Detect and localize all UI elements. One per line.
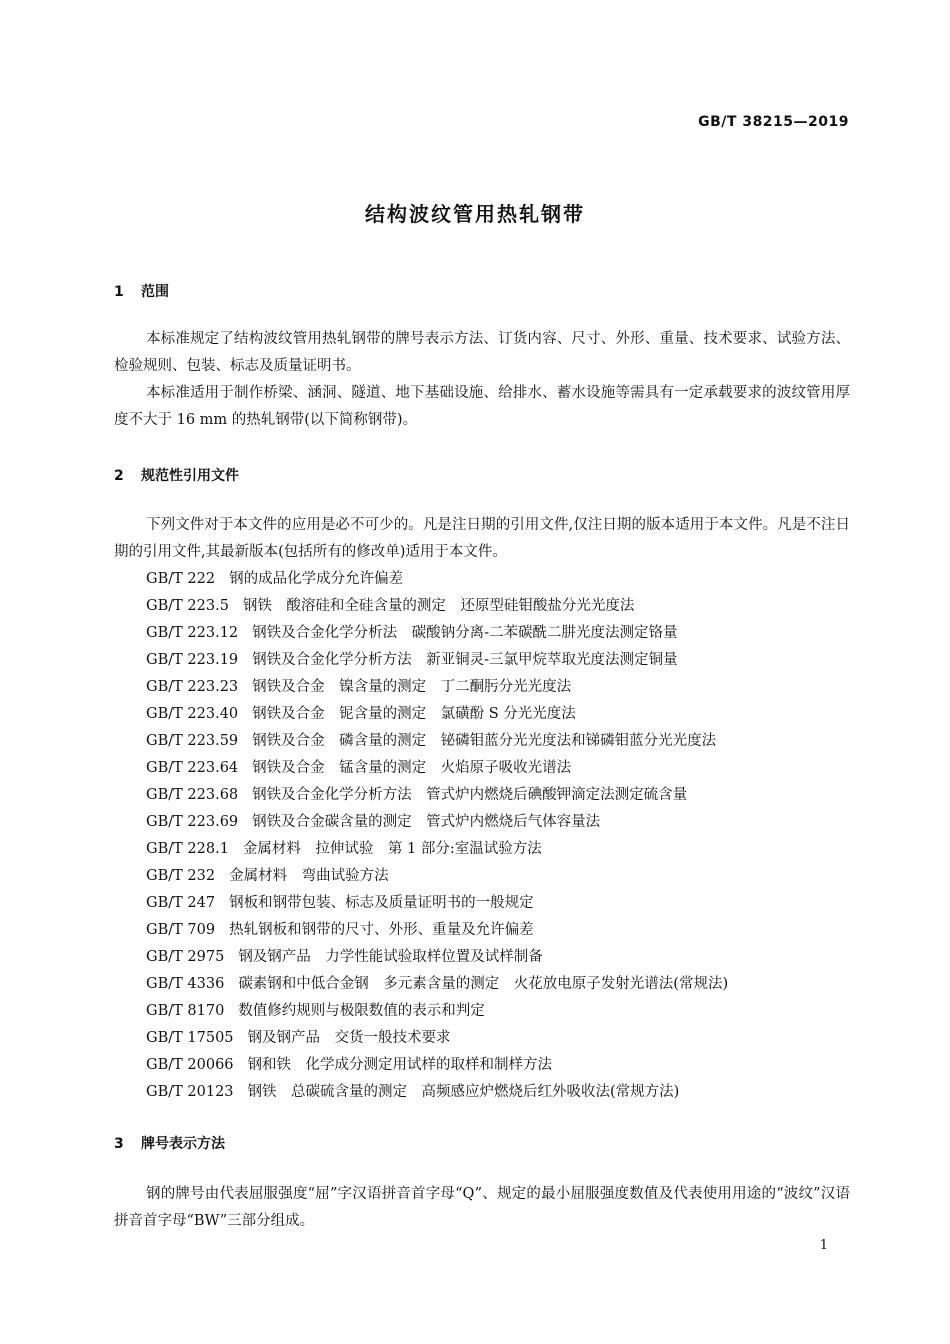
reference-title: 钢铁及合金 镍含量的测定 丁二酮肟分光光度法 — [252, 679, 572, 695]
section-2-paragraph-1: 下列文件对于本文件的应用是必不可少的。凡是注日期的引用文件,仅注日期的版本适用于本文件。凡是不注日期的引用文件,其最新版本(包括所有的修改单)适用于本文件。 — [114, 517, 850, 560]
reference-code: GB/T 223.59 — [146, 733, 239, 749]
standard-number: GB/T 38215—2019 — [698, 114, 849, 130]
reference-code: GB/T 223.40 — [146, 706, 239, 722]
reference-item — [146, 809, 728, 836]
reference-title: 钢铁及合金化学分析方法 新亚铜灵-三氯甲烷萃取光度法测定铜量 — [252, 652, 678, 668]
reference-title: 钢铁及合金 铌含量的测定 氯磺酚 S 分光光度法 — [252, 706, 576, 722]
reference-item — [146, 647, 728, 674]
reference-item — [146, 917, 728, 944]
reference-item — [146, 782, 728, 809]
section-title: 牌号表示方法 — [141, 1136, 225, 1152]
reference-code: GB/T 20123 — [146, 1084, 234, 1100]
reference-item — [146, 701, 728, 728]
section-1-heading — [114, 281, 169, 301]
reference-title: 钢铁及合金化学分析方法 管式炉内燃烧后碘酸钾滴定法测定硫含量 — [252, 787, 688, 803]
reference-code: GB/T 223.5 — [146, 598, 229, 614]
section-title: 规范性引用文件 — [141, 468, 239, 484]
section-2-heading — [114, 465, 239, 485]
reference-code: GB/T 709 — [146, 922, 216, 938]
document-title: 结构波纹管用热轧钢带 — [365, 202, 585, 226]
reference-title: 钢和铁 化学成分测定用试样的取样和制样方法 — [247, 1057, 553, 1073]
reference-title: 钢铁 酸溶硅和全硅含量的测定 还原型硅钼酸盐分光光度法 — [242, 598, 635, 614]
reference-title: 钢铁及合金化学分析法 碳酸钠分离-二苯碳酰二肼光度法测定铬量 — [252, 625, 678, 641]
reference-code: GB/T 4336 — [146, 976, 225, 992]
reference-code: GB/T 20066 — [146, 1057, 234, 1073]
reference-item — [146, 728, 728, 755]
section-title: 范围 — [141, 284, 169, 300]
normative-reference-list — [146, 566, 728, 1106]
section-number: 3 — [114, 1136, 124, 1152]
reference-code: GB/T 223.19 — [146, 652, 239, 668]
reference-item — [146, 998, 728, 1025]
reference-item — [146, 836, 728, 863]
reference-title: 钢及钢产品 力学性能试验取样位置及试样制备 — [238, 949, 543, 965]
reference-item — [146, 1079, 728, 1106]
reference-code: GB/T 17505 — [146, 1030, 234, 1046]
section-3-heading — [114, 1133, 225, 1153]
reference-item — [146, 593, 728, 620]
reference-code: GB/T 247 — [146, 895, 216, 911]
reference-title: 碳素钢和中低合金钢 多元素含量的测定 火花放电原子发射光谱法(常规法) — [238, 976, 729, 992]
reference-code: GB/T 223.68 — [146, 787, 239, 803]
page-number: 1 — [819, 1238, 828, 1253]
reference-code: GB/T 8170 — [146, 1003, 225, 1019]
reference-title: 钢铁及合金碳含量的测定 管式炉内燃烧后气体容量法 — [252, 814, 601, 830]
reference-title: 钢铁 总碳硫含量的测定 高频感应炉燃烧后红外吸收法(常规方法) — [247, 1084, 680, 1100]
section-number: 2 — [114, 468, 124, 484]
section-number: 1 — [114, 284, 124, 300]
reference-title: 钢板和钢带包装、标志及质量证明书的一般规定 — [229, 895, 534, 911]
reference-title: 热轧钢板和钢带的尺寸、外形、重量及允许偏差 — [229, 922, 534, 938]
reference-item — [146, 1052, 728, 1079]
reference-code: GB/T 222 — [146, 571, 216, 587]
section-1-paragraph-2: 本标准适用于制作桥梁、涵洞、隧道、地下基础设施、给排水、蓄水设施等需具有一定承载要求的波纹管用厚度不大于 16 mm 的热轧钢带(以下简称钢带)。 — [114, 385, 850, 428]
reference-item — [146, 674, 728, 701]
reference-title: 钢铁及合金 锰含量的测定 火焰原子吸收光谱法 — [252, 760, 572, 776]
reference-code: GB/T 232 — [146, 868, 216, 884]
reference-item — [146, 620, 728, 647]
reference-code: GB/T 223.64 — [146, 760, 239, 776]
reference-item — [146, 890, 728, 917]
section-3-paragraph-1: 钢的牌号由代表屈服强度“屈”字汉语拼音首字母“Q”、规定的最小屈服强度数值及代表使用用途的“波纹”汉语拼音首字母“BW”三部分组成。 — [114, 1186, 850, 1229]
reference-title: 钢铁及合金 磷含量的测定 铋磷钼蓝分光光度法和锑磷钼蓝分光光度法 — [252, 733, 717, 749]
reference-code: GB/T 223.23 — [146, 679, 239, 695]
reference-code: GB/T 2975 — [146, 949, 225, 965]
reference-item — [146, 1025, 728, 1052]
reference-title: 钢及钢产品 交货一般技术要求 — [247, 1030, 451, 1046]
reference-item — [146, 971, 728, 998]
reference-item — [146, 944, 728, 971]
reference-title: 金属材料 弯曲试验方法 — [229, 868, 389, 884]
reference-code: GB/T 228.1 — [146, 841, 229, 857]
reference-code: GB/T 223.12 — [146, 625, 239, 641]
reference-item — [146, 755, 728, 782]
reference-item — [146, 863, 728, 890]
section-1-paragraph-1: 本标准规定了结构波纹管用热轧钢带的牌号表示方法、订货内容、尺寸、外形、重量、技术要求、试验方法、检验规则、包装、标志及质量证明书。 — [114, 331, 850, 374]
reference-code: GB/T 223.69 — [146, 814, 239, 830]
reference-title: 数值修约规则与极限数值的表示和判定 — [238, 1003, 485, 1019]
reference-title: 钢的成品化学成分允许偏差 — [229, 571, 404, 587]
reference-title: 金属材料 拉伸试验 第 1 部分:室温试验方法 — [242, 841, 542, 857]
reference-item — [146, 566, 728, 593]
